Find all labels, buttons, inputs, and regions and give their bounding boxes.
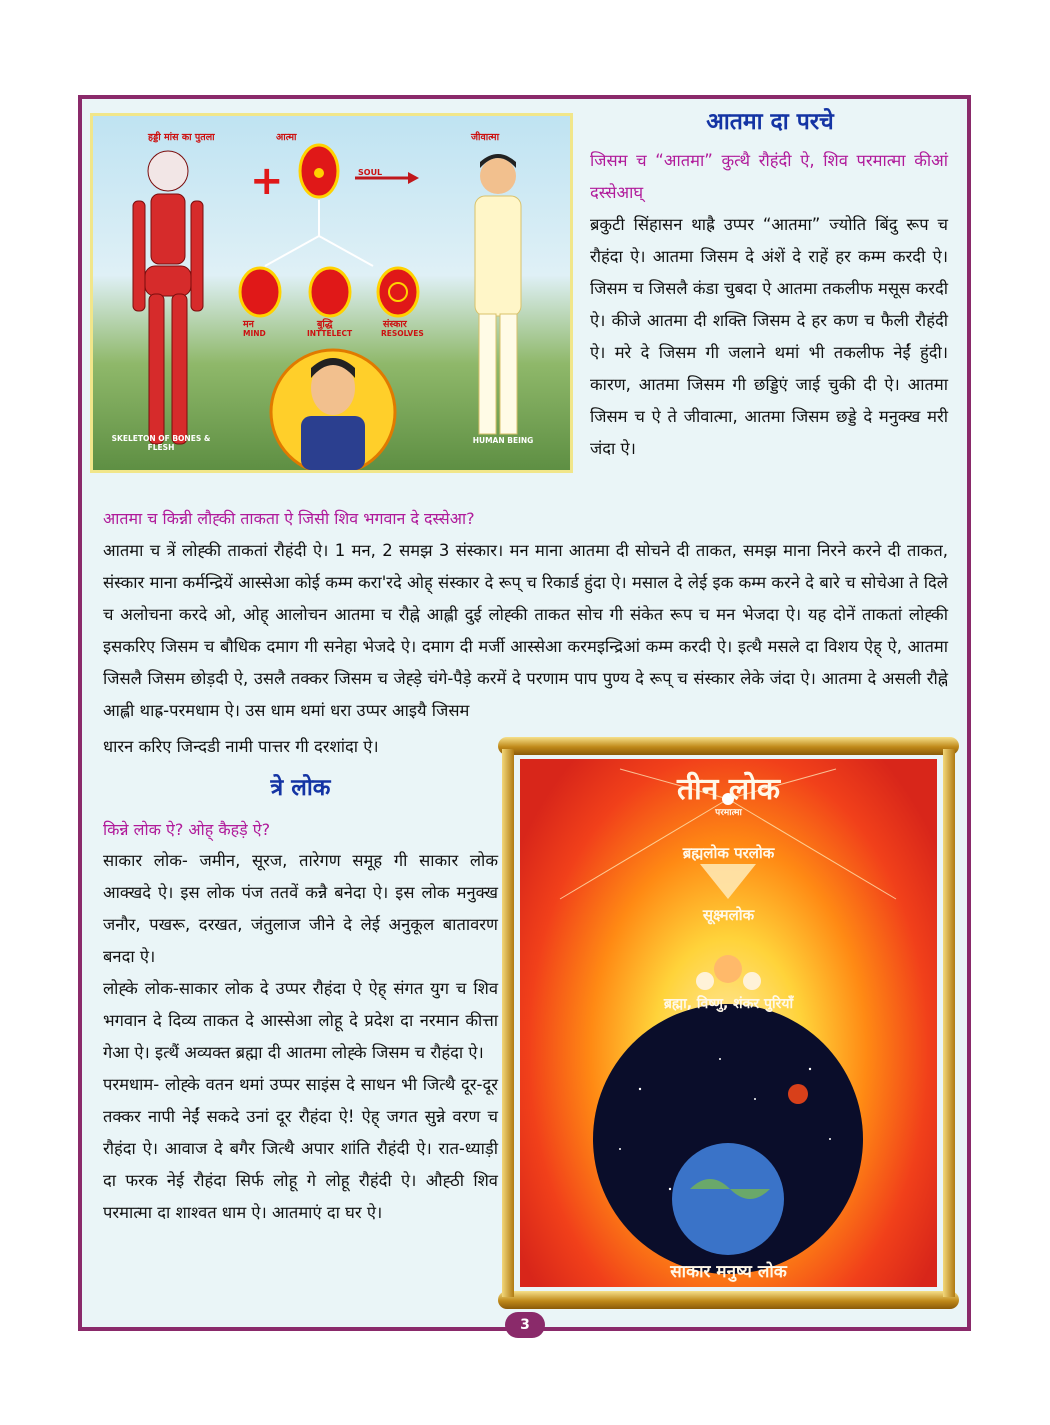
- buddhi-hi-label: बुद्धि: [317, 319, 333, 330]
- section1-subtitle: जिसम च “आतमा” कुत्थै रौहंदी ऐ, शिव परमात्मा कीआं दस्सेआघ्: [590, 151, 948, 202]
- puriyan-label: ब्रह्मा, विष्णु, शंकर पुरियाँ: [663, 996, 794, 1012]
- cosmos-art: [520, 759, 937, 1287]
- section2-paragraph: आतमा च त्रें लोह्की ताकतां रौहंदी ऐ। 1 मन, 2 समझ 3 संस्कार। मन माना आतमा दी सोचने दी ताकत, समझ माना निरने करने दी ताकत, संस्कार माना कर्मन्द्रियें आस्सेआ कोई कम्म करा'रदे ओह् संस्कार दे रूप् च रिकार्ड हुंदा ऐ। मसाल दे लेई इक कम्म करने दे बारे च सोचेआ ते दिले च अलोचना करदे ओ, ओह् आलोचन आतमा च रौह्ने आह्ली दुई लोह्की ताकत सोच गी संकेत रूप च मन भेजदा ऐ। यह दोनें ताकतां लोह्की इसकरिए जिसम च बौधिक दमाग गी सनेहा भेजदे ऐ। दमाग दी मर्जी आस्सेआ करमइन्द्रिआं कम्म करदी ऐ। इत्थै मसले दा विशय ऐह् ऐ, आतमा जिसलै जिसम छोड़दी ऐ, उसलै तक्कर जिसम च जेह्ड़े चंगे-पैड़े करमें दे परणाम पाप पुण्य दे रूप् च संस्कार लेके जंदा ऐ। आतमा दे असली रौह्ने आह्ली थाह्र-परमधाम ऐ। उस धाम थमां धरा उप्पर आइयै जिसम: [103, 541, 948, 720]
- sukshmlok-label: सूक्ष्मलोक: [702, 906, 755, 924]
- sakar-lok-label: साकार मनुष्य लोक: [670, 1262, 787, 1282]
- brahmlok-label: ब्रह्मलोक परलोक: [682, 844, 775, 862]
- mind-hi-label: मन: [243, 319, 254, 330]
- soul-diagram-figure: [90, 113, 573, 473]
- paramdham-paragraph: परमधाम- लोह्के वतन थमां उप्पर साइंस दे साधन भी जित्थै दूर-दूर तक्कर नापी नेईं सकदे उनां दूर रौहंदा ऐ! ऐह् जगत सुन्ने वरण च रौहंदा ऐ। आवाज दे बगैर जित्थै अपार शांति रौहंदी ऐ। रात-ध्याड़ी दा फरक नेई रौहंदा सिर्फ लोहू गे लोहू रौहंदी ऐ। औह्ठी शिव परमात्मा दा शाश्वत धाम ऐ। आतमाएं दा घर ऐ।: [103, 1075, 498, 1222]
- section3-title: त्रे लोक: [270, 775, 331, 801]
- lohke-lok-paragraph: लोह्के लोक-साकार लोक दे उप्पर रौहंदा ऐ ऐह् संगत युग च शिव भगवान दे दिव्य ताकत दे आस्सेआ लोहू दे प्रदेश दा नरमान कीत्ता गेआ ऐ। इत्थैं अव्यक्त ब्रह्मा दी आतमा लोह्के जिसम च रौहंदा ऐ।: [103, 979, 498, 1062]
- section1-title: आतमा दा परचे: [706, 109, 834, 135]
- sanskar-en-label: RESOLVES: [381, 329, 424, 338]
- human-being-caption: HUMAN BEING: [472, 436, 534, 445]
- soul-diagram-art: [93, 116, 570, 470]
- atma-label: आत्मा: [276, 132, 297, 143]
- scroll-right-side: [943, 749, 955, 1297]
- skeleton-caption: SKELETON OF BONES & FLESH: [111, 434, 211, 452]
- section2-question: आतमा च किन्नी लौह्की ताकता ऐ जिसी शिव भगवान दे दस्सेआ?: [103, 509, 475, 528]
- sakar-lok-paragraph: साकार लोक- जमीन, सूरज, तारेगण समूह गी साकार लोक आक्खदे ऐ। इस लोक पंज ततवें कन्नै बनेदा ऐ। इस लोक मनुक्ख जनौर, पखरू, दरखत, जंतुलाज जीने दे लेई अनुकूल बातावरण बनदा ऐ।: [103, 851, 498, 966]
- section2-last-line: धारन करिए जिन्दडी नामी पात्तर गी दरशांदा ऐ।: [103, 737, 379, 756]
- page-number: 3: [505, 1312, 545, 1338]
- scroll-bottom-rod: [498, 1291, 959, 1309]
- jivatma-label: जीवात्मा: [471, 132, 500, 143]
- buddhi-en-label: INTTELECT: [307, 329, 353, 338]
- mind-en-label: MIND: [243, 329, 266, 338]
- section3-text: [103, 845, 498, 1229]
- soul-label: SOUL: [358, 168, 383, 177]
- scroll-top-rod: [498, 737, 959, 755]
- three-worlds-figure: [498, 737, 959, 1309]
- poster-title: तीन लोक: [676, 772, 781, 807]
- sanskar-hi-label: संस्कार: [383, 319, 407, 330]
- scroll-left-side: [502, 749, 514, 1297]
- section3-question: किन्ने लोक ऐ? ओह् कैहड़े ऐ?: [103, 820, 271, 839]
- three-worlds-poster: [520, 759, 937, 1287]
- paramatma-label: परमात्मा: [715, 808, 742, 818]
- svg-text:+: +: [250, 158, 284, 204]
- skeleton-title-label: हड्डी मांस का पुतला: [148, 132, 215, 143]
- section1-paragraph: ब्रकुटी सिंहासन थाह्रै उप्पर “आतमा” ज्योति बिंदु रूप च रौहंदा ऐ। आतमा जिसम दे अंशें दे राहें हर कम्म करदी ऐ। जिसम च जिसलै कंडा चुबदा ऐ आतमा तकलीफ मसूस करदी ऐ। कीजे आतमा दी शक्ति जिसम दे हर कण च फैली रौहंदी ऐ। मरे दे जिसम गी जलाने थमां भी तकलीफ नेईं हुंदी। कारण, आतमा जिसम गी छड्डिएं जाई चुकी दी ऐ। आतमा जिसम च ऐ ते जीवात्मा, आतमा जिसम छड्डे दे मनुक्ख मरी जंदा ऐ।: [590, 215, 948, 458]
